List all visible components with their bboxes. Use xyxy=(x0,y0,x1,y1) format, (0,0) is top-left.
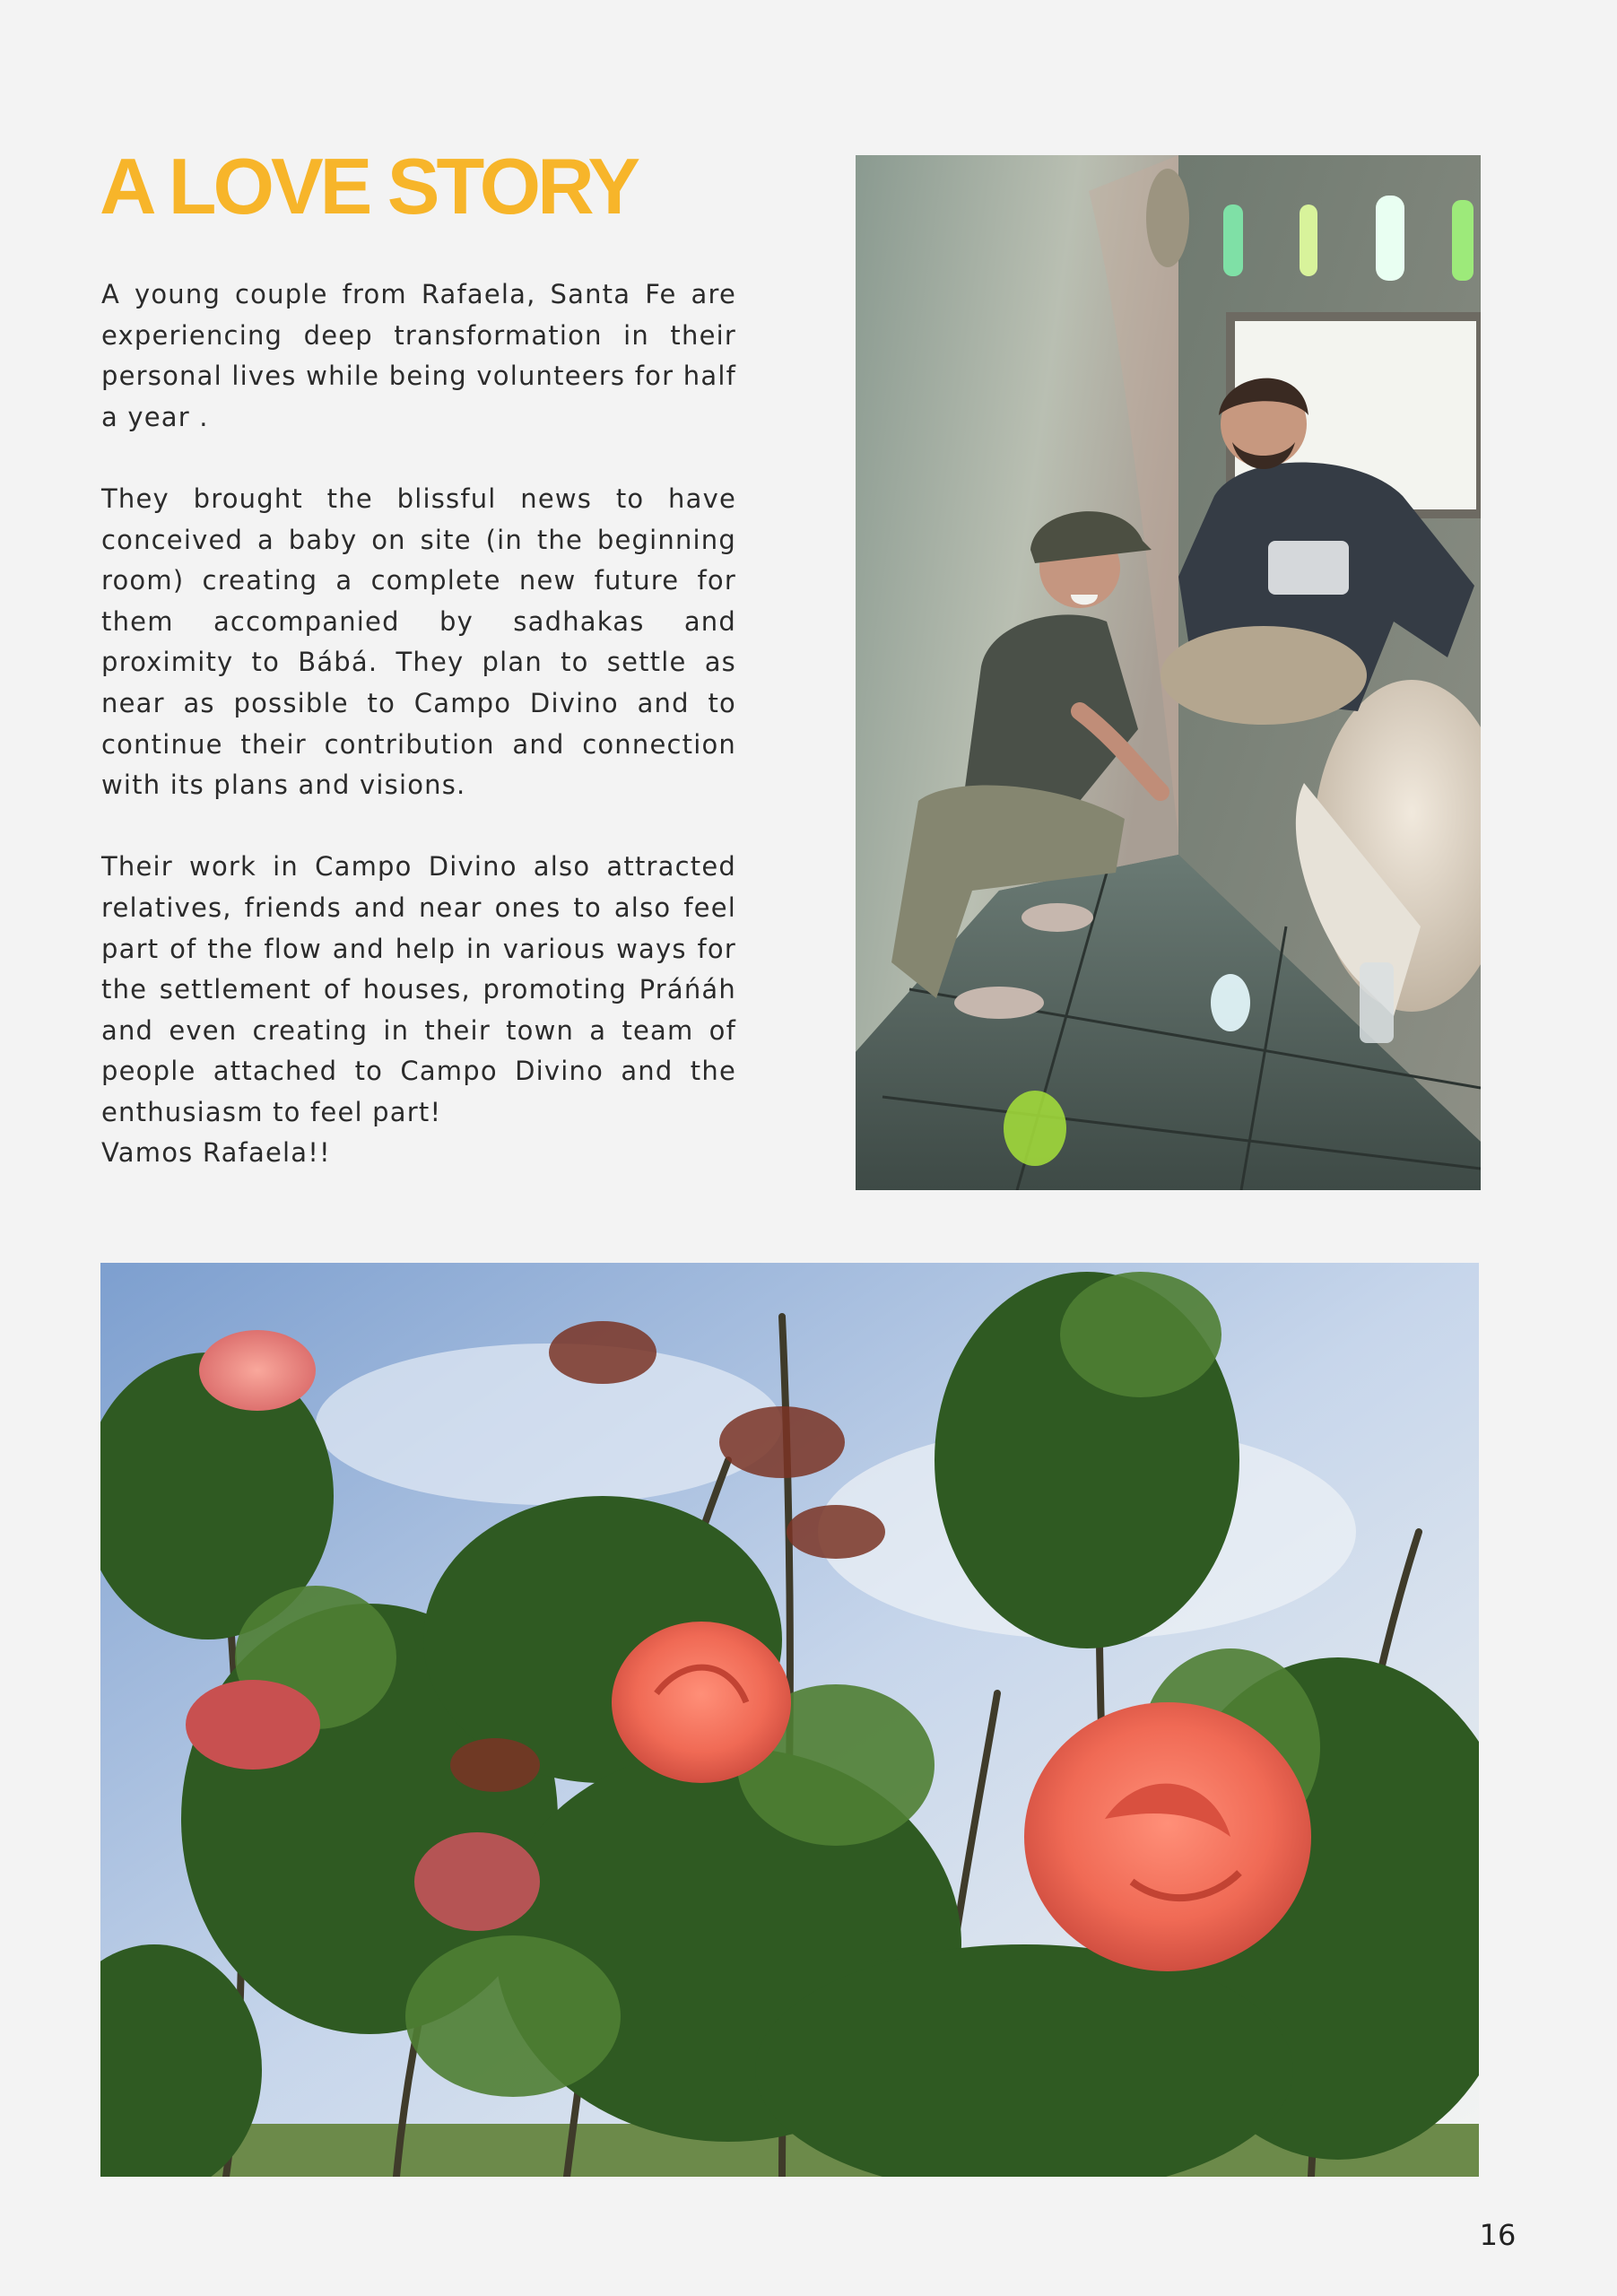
article-title: A LOVE STORY xyxy=(100,142,638,230)
paragraph: A young couple from Rafaela, Santa Fe are experiencing deep transformation in their personal lives while being volunteers for half a year . xyxy=(101,279,736,432)
paragraph: They brought the blissful news to have conceived a baby on site (in the beginning room) creating a complete new future for them accompanied by sadhakas and proximity to Bábá. They plan to settle as near as possible to Campo Divino and to continue their contribution and connection with its plans and visions. xyxy=(101,483,736,801)
paragraph-with-closing xyxy=(101,847,736,1174)
roses-photo xyxy=(100,1263,1479,2177)
article-body xyxy=(101,274,736,1174)
paragraph: Their work in Campo Divino also attracted relatives, friends and near ones to also feel part of the flow and help in various ways for the settlement of houses, promoting Práńáh and even creating in their town a team of people attached to Campo Divino and the enthusiasm to feel part! xyxy=(101,851,736,1127)
couple-photo xyxy=(856,155,1481,1190)
page-number: 16 xyxy=(1479,2218,1517,2252)
couple-photo-illustration xyxy=(856,155,1481,1190)
roses-photo-illustration xyxy=(100,1263,1479,2177)
closing-line: Vamos Rafaela!! xyxy=(101,1137,331,1169)
